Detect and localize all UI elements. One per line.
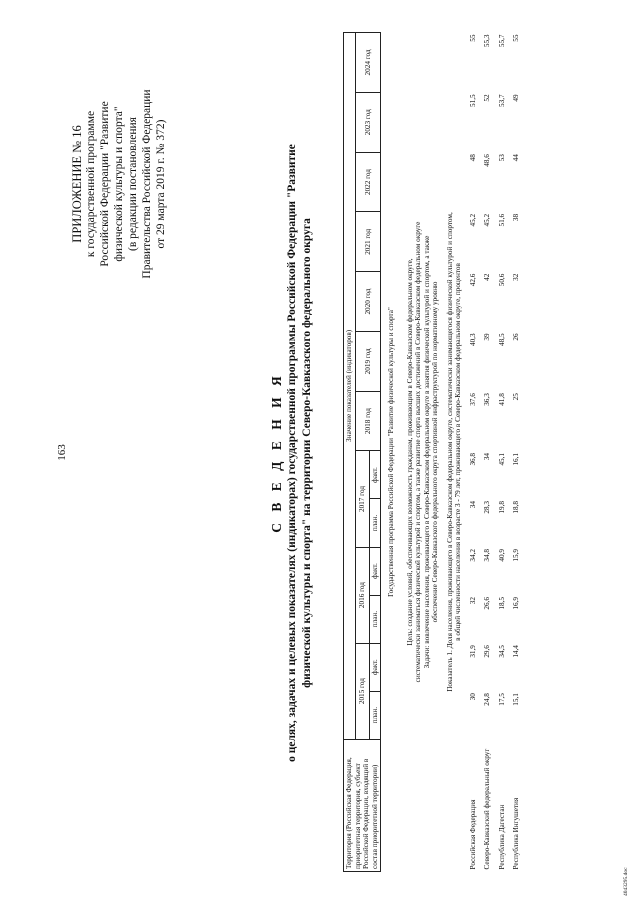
value-cell: 30 bbox=[468, 693, 477, 701]
value-cell: 17,5 bbox=[497, 693, 506, 706]
value-cell: 16,1 bbox=[512, 452, 520, 466]
territory-name-cell: Российская Федерация bbox=[468, 799, 477, 870]
value-cell: 51,6 bbox=[497, 213, 506, 227]
value-cell: 42 bbox=[483, 273, 491, 281]
appendix-line: (в редакции постановления bbox=[127, 117, 139, 251]
plan-header: план. bbox=[369, 499, 381, 547]
value-cell: 49 bbox=[512, 94, 520, 102]
value-cell: 34 bbox=[483, 452, 491, 461]
document-title: С В Е Д Е Н И Я bbox=[269, 372, 284, 533]
territory-name-cell: Республика Ингушетия bbox=[512, 797, 520, 870]
value-cell: 39 bbox=[483, 333, 491, 341]
value-cell: 45,1 bbox=[497, 452, 506, 466]
territory-name-cell: Северо-Кавказский федеральный округ bbox=[483, 748, 491, 870]
value-cell: 36,3 bbox=[483, 393, 491, 406]
year-header: 2021 год bbox=[355, 212, 381, 272]
task-text: Задачи: вовлечение населения, проживающего в Северо-Кавказском федеральном округе в занятия физической культурой и спортом, а также bbox=[422, 235, 431, 669]
value-cell: 52 bbox=[483, 94, 491, 102]
value-cell: 29,6 bbox=[483, 645, 491, 658]
goal-text: Цель: создание условий, обеспечивающих возможность гражданам, проживающим в Северо-Кавказском федеральном округе, bbox=[405, 258, 414, 646]
plan-header: план. bbox=[369, 595, 381, 643]
value-cell: 24,8 bbox=[483, 693, 491, 706]
indicator-description: Показатель 1. Доля населения, проживающего в Северо-Кавказском федеральном округе, систематически занимающегося физической культурой и спортом, bbox=[445, 212, 454, 692]
value-cell: 55 bbox=[512, 34, 520, 42]
goal-text: систематически заниматься физической культурой и спортом, а также развитие спорта высших достижений в Северо-Кавказском федеральном округе bbox=[414, 221, 422, 683]
value-cell: 53 bbox=[497, 154, 506, 162]
subtitle-line: о целях, задачах и целевых показателях (индикаторах) государственной программы Российской Федерации "Развитие bbox=[286, 144, 298, 762]
value-cell: 40,3 bbox=[468, 333, 477, 347]
year-header: 2024 год bbox=[355, 33, 381, 93]
appendix-heading: ПРИЛОЖЕНИЕ № 16 bbox=[70, 125, 84, 243]
value-cell: 48,6 bbox=[483, 154, 491, 167]
appendix-line: к государственной программе bbox=[85, 110, 97, 258]
indicator-description: в общей численности населения в возрасте 3 - 79 лет, проживающего в Северо-Кавказском федеральном округе, процентов bbox=[454, 263, 462, 641]
year-header: 2015 год bbox=[355, 643, 369, 739]
value-cell: 32 bbox=[512, 273, 520, 281]
fact-header: факт. bbox=[369, 451, 381, 499]
fact-header: факт. bbox=[369, 643, 381, 691]
program-title-row: Государственная программа Российской Федерации "Развитие физической культуры и спорта" bbox=[387, 307, 395, 597]
value-cell: 34 bbox=[468, 501, 477, 509]
indicators-table bbox=[343, 32, 525, 872]
value-cell: 32 bbox=[468, 597, 477, 605]
value-cell: 53,7 bbox=[497, 94, 506, 107]
year-header: 2022 год bbox=[355, 152, 381, 212]
appendix-line: Правительства Российской Федерации bbox=[141, 89, 153, 279]
year-header: 2020 год bbox=[355, 272, 381, 332]
value-cell: 48 bbox=[468, 154, 477, 162]
value-cell: 51,5 bbox=[468, 94, 477, 107]
value-cell: 15,1 bbox=[512, 693, 520, 706]
territory-name-cell: Республика Дагестан bbox=[497, 804, 506, 870]
task-text: обеспечение Северо-Кавказского федерального округа спортивной инфраструктурой по нормативному уровню bbox=[431, 281, 439, 623]
value-cell: 18,8 bbox=[512, 501, 520, 514]
value-cell: 26,6 bbox=[483, 597, 491, 610]
territory-header: Территория (Российская Федерация, приоритетная территория, субъект Российской Федерации, входящий в состав приоритетной территории) bbox=[344, 739, 381, 871]
value-cell: 18,5 bbox=[497, 597, 506, 610]
footer-file-code: 4043295.doc bbox=[623, 867, 629, 896]
value-cell: 34,8 bbox=[483, 549, 491, 562]
indicator-values-header: Значение показателей (индикаторов) bbox=[344, 33, 356, 740]
fact-header: факт. bbox=[369, 547, 381, 595]
value-cell: 45,2 bbox=[468, 213, 477, 227]
value-cell: 15,9 bbox=[512, 549, 520, 562]
value-cell: 28,3 bbox=[483, 501, 491, 514]
year-header: 2019 год bbox=[355, 331, 381, 391]
value-cell: 34,5 bbox=[497, 645, 506, 658]
value-cell: 44 bbox=[512, 154, 520, 162]
value-cell: 19,8 bbox=[497, 501, 506, 514]
appendix-line: Российской Федерации "Развитие bbox=[99, 101, 111, 267]
value-cell: 14,4 bbox=[512, 645, 520, 658]
value-cell: 34,2 bbox=[468, 549, 477, 562]
value-cell: 31,9 bbox=[468, 645, 477, 658]
value-cell: 25 bbox=[512, 393, 520, 401]
value-cell: 26 bbox=[512, 333, 520, 341]
subtitle-line: физической культуры и спорта" на территории Северо-Кавказского федерального округа bbox=[301, 218, 313, 688]
value-cell: 41,8 bbox=[497, 393, 506, 406]
value-cell: 50,6 bbox=[497, 273, 506, 287]
plan-header: план. bbox=[369, 691, 381, 739]
appendix-line: от 29 марта 2019 г. № 372) bbox=[155, 119, 167, 249]
table-row bbox=[510, 33, 525, 872]
value-cell: 16,9 bbox=[512, 597, 520, 610]
year-header: 2023 год bbox=[355, 92, 381, 152]
data-rows bbox=[467, 33, 525, 872]
value-cell: 45,2 bbox=[483, 213, 491, 227]
year-header: 2018 год bbox=[355, 391, 381, 451]
value-cell: 55,3 bbox=[483, 34, 491, 48]
page-number: 163 bbox=[56, 444, 68, 461]
appendix-block bbox=[70, 59, 168, 309]
year-header: 2017 год bbox=[355, 451, 369, 547]
appendix-line: физической культуры и спорта" bbox=[113, 106, 125, 262]
value-cell: 40,9 bbox=[497, 549, 506, 562]
table-row bbox=[496, 33, 511, 872]
value-cell: 42,6 bbox=[468, 273, 477, 287]
value-cell: 38 bbox=[512, 213, 520, 222]
value-cell: 55,7 bbox=[497, 34, 506, 48]
value-cell: 55 bbox=[468, 34, 477, 42]
value-cell: 48,5 bbox=[497, 333, 506, 347]
table-row bbox=[467, 33, 482, 872]
value-cell: 36,8 bbox=[468, 452, 477, 466]
table-row bbox=[481, 33, 496, 872]
document-subtitle bbox=[285, 53, 315, 853]
value-cell: 37,6 bbox=[468, 393, 477, 406]
year-header: 2016 год bbox=[355, 547, 369, 643]
